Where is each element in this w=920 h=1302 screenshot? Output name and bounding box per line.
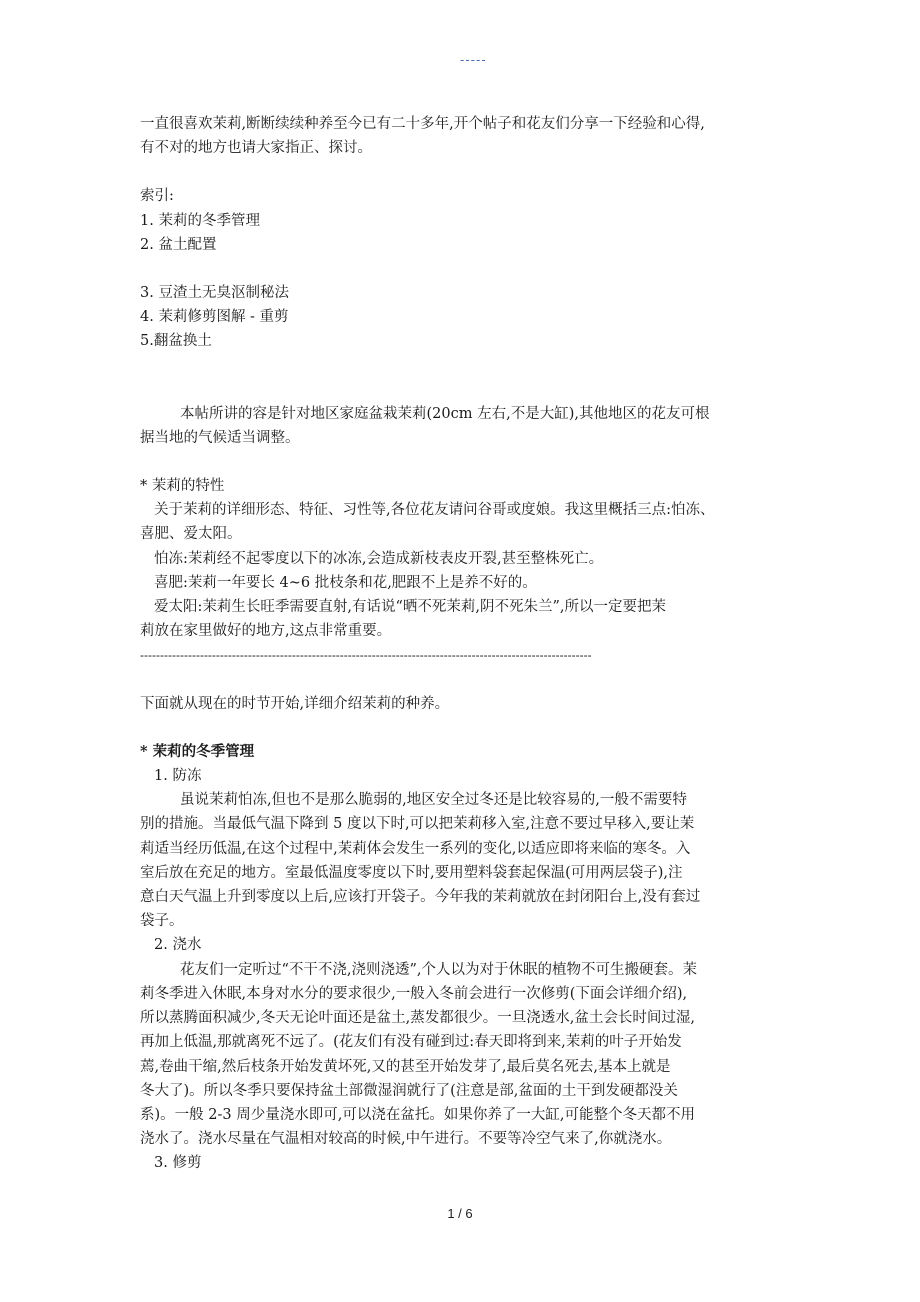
paragraph-line: 莉冬季进入休眠,本身对水分的要求很少,一般入冬前会进行一次修剪(下面会详细介绍), [140,985,688,1002]
scope-line: 本帖所讲的容是针对地区家庭盆栽茉莉(20cm 左右,不是大缸),其他地区的花友可根 [180,405,710,422]
subsection-title-antifreeze: 1. 防冻 [154,768,202,785]
section-separator: ----------------------------------------------------------------------------------------------------------------- [140,648,592,663]
traits-heading: * 茉莉的特性 [140,478,225,495]
paragraph-line: 冬大了)。所以冬季只要保持盆土部微湿润就行了(注意是部,盆面的土干到发硬都没关 [140,1082,678,1099]
index-title: 索引: [140,188,174,205]
paragraph-line: 系)。一般 2-3 周少量浇水即可,可以浇在盆托。如果你养了一大缸,可能整个冬天都不用 [140,1106,695,1123]
header-mark: ----- [460,52,487,67]
page-number: 1 / 6 [447,1206,473,1221]
winter-heading: * 茉莉的冬季管理 [140,742,255,760]
paragraph-line: 所以蒸腾面积减少,冬天无论叶面还是盆土,蒸发都很少。一旦浇透水,盆土会长时间过湿, [140,1010,695,1027]
paragraph-line: 蔫,卷曲干缩,然后枝条开始发黄坏死,又的甚至开始发芽了,最后莫名死去,基本上就是 [140,1058,671,1075]
paragraph-line: 别的措施。当最低气温下降到 5 度以下时,可以把茉莉移入室,注意不要过早移入,要让茉 [140,816,695,833]
traits-line: 关于茉莉的详细形态、特征、习性等,各位花友请问谷哥或度娘。我这里概括三点:怕冻、 [154,502,715,519]
subsection-title-watering: 2. 浇水 [154,937,202,954]
subsection-title-pruning: 3. 修剪 [154,1155,202,1172]
traits-line: 爱太阳:茉莉生长旺季需要直射,有话说“晒不死茉莉,阴不死朱兰”,所以一定要把茉 [154,599,667,616]
index-item: 2. 盆土配置 [140,236,217,253]
paragraph-line: 花友们一定听过“不干不浇,浇则浇透”,个人以为对于休眠的植物不可生搬硬套。茉 [180,961,698,978]
index-item: 3. 豆渣土无臭沤制秘法 [140,285,289,302]
scope-line: 据当地的气候适当调整。 [140,429,300,446]
traits-line: 喜肥:茉莉一年要长 4~6 批枝条和花,肥跟不上是养不好的。 [154,574,537,591]
index-item: 1. 茉莉的冬季管理 [140,212,260,229]
paragraph-line: 室后放在充足的地方。室最低温度零度以下时,要用塑料袋套起保温(可用两层袋子),注 [140,864,683,881]
traits-line: 喜肥、爱太阳。 [140,526,242,543]
paragraph-line: 莉适当经历低温,在这个过程中,茉莉体会发生一系列的变化,以适应即将来临的寒冬。入 [140,840,691,857]
intro-line: 一直很喜欢茉莉,断断续续种养至今已有二十多年,开个帖子和花友们分享一下经验和心得, [140,116,705,132]
traits-line: 莉放在家里做好的地方,这点非常重要。 [140,623,392,640]
paragraph-line: 浇水了。浇水尽量在气温相对较高的时候,中午进行。不要等冷空气来了,你就浇水。 [140,1131,672,1148]
intro-line: 有不对的地方也请大家指正、探讨。 [140,140,372,157]
index-item: 4. 茉莉修剪图解 - 重剪 [140,309,289,326]
transition-line: 下面就从现在的时节开始,详细介绍茉莉的种养。 [140,695,450,712]
paragraph-line: 意白天气温上升到零度以上后,应该打开袋子。今年我的茉莉就放在封闭阳台上,没有套过 [140,889,701,906]
paragraph-line: 再加上低温,那就离死不远了。(花友们有没有碰到过:春天即将到来,茉莉的叶子开始发 [140,1034,682,1051]
paragraph-line: 袋子。 [140,913,184,930]
index-item: 5.翻盆换土 [140,333,212,350]
paragraph-line: 虽说茉莉怕冻,但也不是那么脆弱的,地区安全过冬还是比较容易的,一般不需要特 [180,792,687,809]
traits-line: 怕冻:茉莉经不起零度以下的冰冻,会造成新枝表皮开裂,甚至整株死亡。 [154,550,604,567]
document-body [140,112,800,1176]
